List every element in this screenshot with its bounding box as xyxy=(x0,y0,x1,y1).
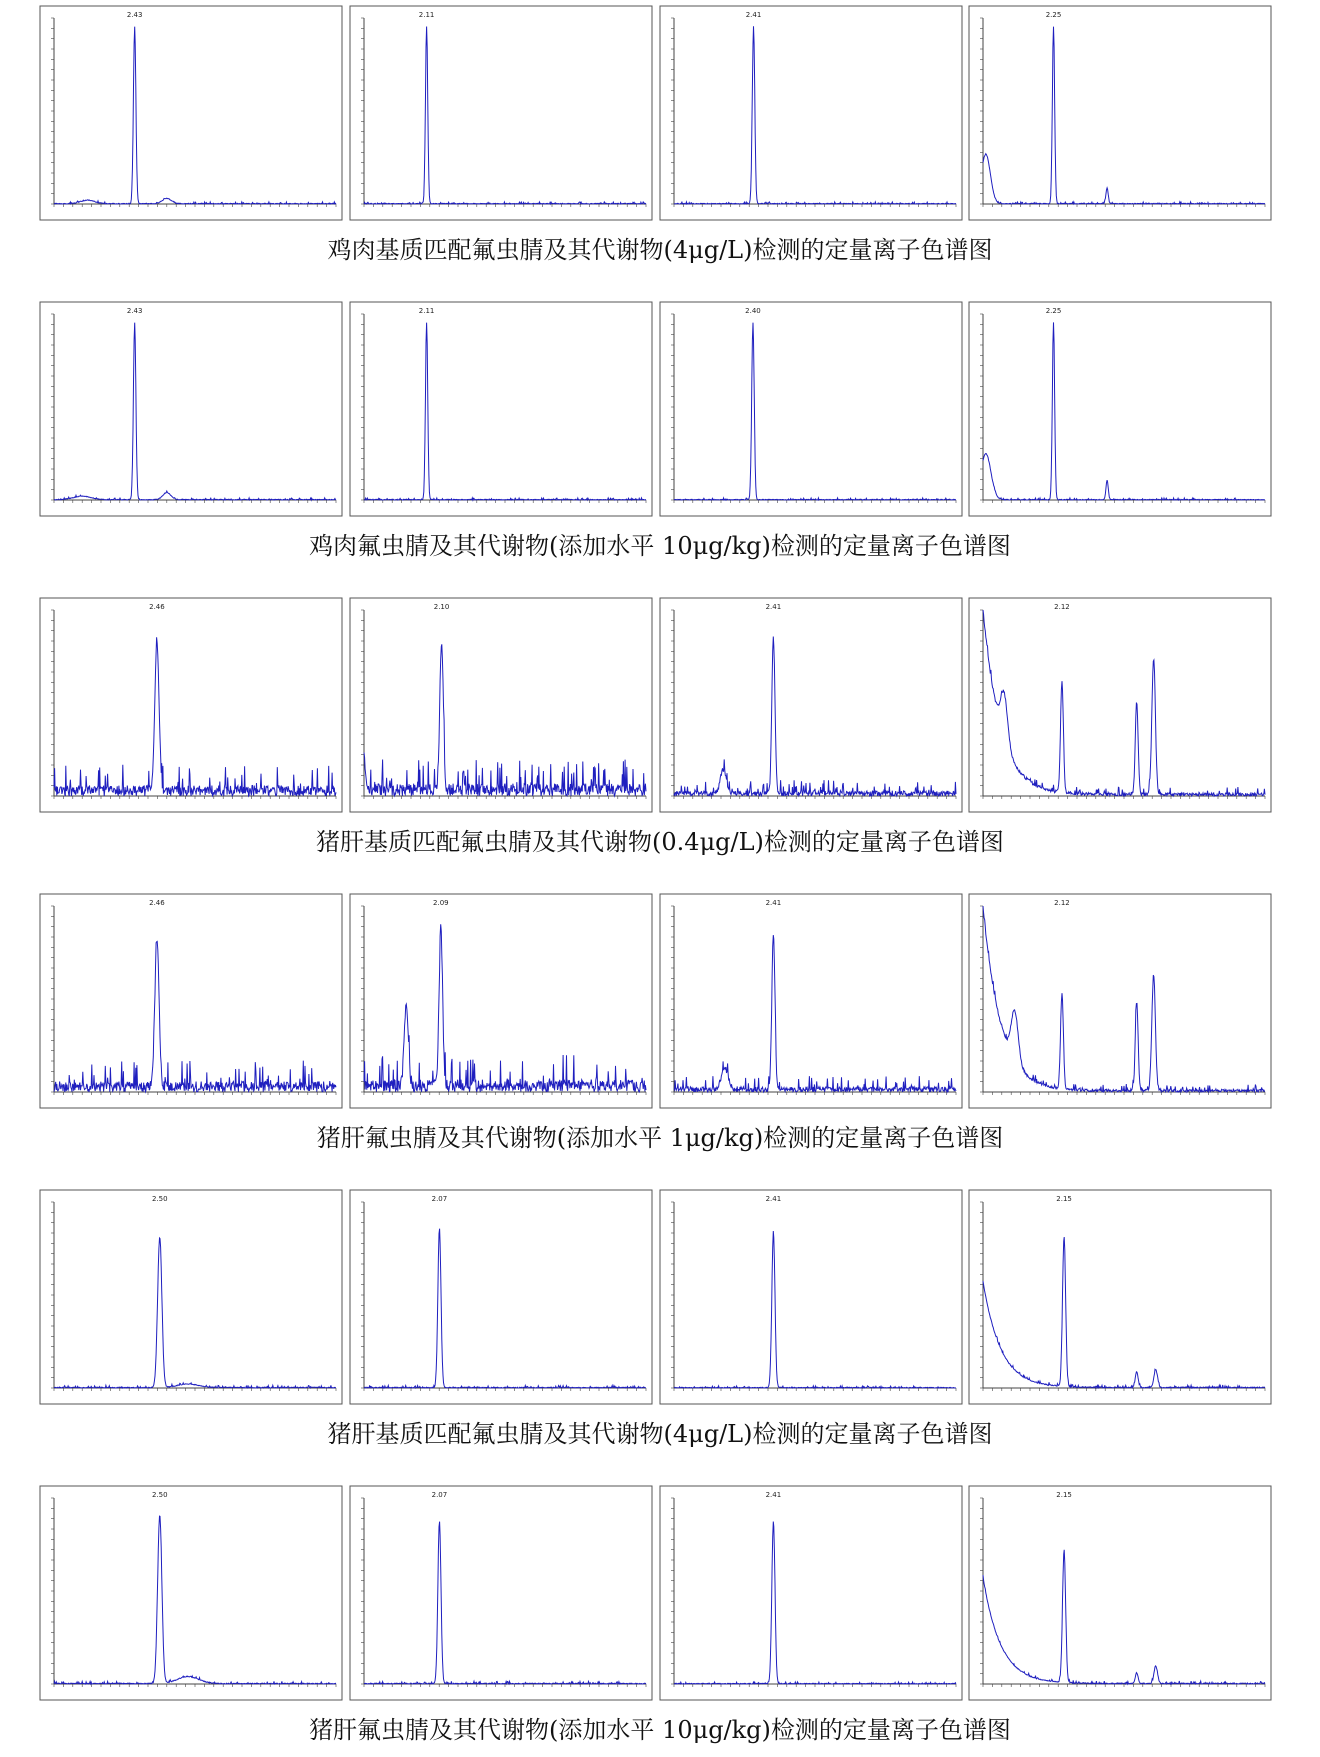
panel-frame xyxy=(350,6,652,220)
chromatogram-panel xyxy=(969,1486,1271,1700)
peak-retention-label: 2.41 xyxy=(765,1491,782,1499)
panel-frame xyxy=(40,1190,342,1404)
panel-frame xyxy=(660,1486,962,1700)
chromatogram-panel xyxy=(969,6,1271,220)
peak-retention-label: 2.41 xyxy=(765,899,782,907)
peak-retention-label: 2.50 xyxy=(151,1491,168,1499)
chromatogram-panel xyxy=(660,302,962,516)
panel-frame xyxy=(969,6,1271,220)
peak-retention-label: 2.15 xyxy=(1056,1491,1072,1499)
panel-frame xyxy=(40,6,342,220)
caption-6: 猪肝氟虫腈及其代谢物(添加水平 10μg/kg)检测的定量离子色谱图 xyxy=(309,1716,1011,1744)
peak-retention-label: 2.11 xyxy=(418,307,435,315)
caption-3: 猪肝基质匹配氟虫腈及其代谢物(0.4μg/L)检测的定量离子色谱图 xyxy=(316,828,1004,856)
panel-frame xyxy=(350,1190,652,1404)
panel-frame xyxy=(40,598,342,812)
caption-5: 猪肝基质匹配氟虫腈及其代谢物(4μg/L)检测的定量离子色谱图 xyxy=(327,1420,993,1448)
peak-retention-label: 2.46 xyxy=(149,603,165,611)
panel-frame xyxy=(969,1486,1271,1700)
chromatogram-panel xyxy=(350,598,652,812)
panel-frame xyxy=(969,894,1271,1108)
chromatogram-panel xyxy=(969,302,1271,516)
chromatogram-panel xyxy=(40,1486,342,1700)
chromatogram-panel xyxy=(350,6,652,220)
panel-frame xyxy=(969,1190,1271,1404)
peak-retention-label: 2.25 xyxy=(1045,307,1062,315)
peak-retention-label: 2.12 xyxy=(1054,603,1070,611)
peak-retention-label: 2.43 xyxy=(126,11,143,19)
peak-retention-label: 2.11 xyxy=(418,11,435,19)
peak-retention-label: 2.10 xyxy=(433,603,450,611)
panel-frame xyxy=(350,1486,652,1700)
caption-1: 鸡肉基质匹配氟虫腈及其代谢物(4μg/L)检测的定量离子色谱图 xyxy=(327,236,993,264)
peak-retention-label: 2.50 xyxy=(151,1195,168,1203)
panel-frame xyxy=(40,1486,342,1700)
chromatogram-panel xyxy=(660,1190,962,1404)
peak-retention-label: 2.12 xyxy=(1054,899,1070,907)
panel-frame xyxy=(660,1190,962,1404)
chromatogram-panel xyxy=(969,1190,1271,1404)
chromatogram-panel xyxy=(40,6,342,220)
panel-frame xyxy=(969,598,1271,812)
panel-frame xyxy=(969,302,1271,516)
peak-retention-label: 2.43 xyxy=(126,307,143,315)
peak-retention-label: 2.46 xyxy=(149,899,165,907)
panel-frame xyxy=(660,6,962,220)
chromatogram-panel xyxy=(660,1486,962,1700)
panel-frame xyxy=(350,302,652,516)
peak-retention-label: 2.07 xyxy=(431,1195,448,1203)
peak-retention-label: 2.09 xyxy=(433,899,449,907)
panel-frame xyxy=(40,302,342,516)
chromatogram-panel xyxy=(969,598,1271,812)
caption-4: 猪肝氟虫腈及其代谢物(添加水平 1μg/kg)检测的定量离子色谱图 xyxy=(316,1124,1004,1152)
chromatogram-panel xyxy=(350,894,652,1108)
peak-retention-label: 2.25 xyxy=(1045,11,1062,19)
chromatogram-panel xyxy=(40,894,342,1108)
chromatogram-panel xyxy=(660,598,962,812)
chromatogram-panel xyxy=(660,6,962,220)
panel-frame xyxy=(660,598,962,812)
peak-retention-label: 2.07 xyxy=(431,1491,448,1499)
peak-retention-label: 2.41 xyxy=(765,603,782,611)
chromatogram-panel xyxy=(40,1190,342,1404)
chromatogram-panel xyxy=(350,1486,652,1700)
chromatogram-panel xyxy=(40,598,342,812)
peak-retention-label: 2.41 xyxy=(745,11,762,19)
chromatogram-panel xyxy=(350,1190,652,1404)
chromatogram-panel xyxy=(40,302,342,516)
peak-retention-label: 2.15 xyxy=(1056,1195,1072,1203)
peak-retention-label: 2.41 xyxy=(765,1195,782,1203)
chromatogram-panel xyxy=(969,894,1271,1108)
caption-2: 鸡肉氟虫腈及其代谢物(添加水平 10μg/kg)检测的定量离子色谱图 xyxy=(309,532,1011,560)
peak-retention-label: 2.40 xyxy=(745,307,761,315)
panel-frame xyxy=(660,302,962,516)
chromatogram-panel xyxy=(660,894,962,1108)
chromatogram-panel xyxy=(350,302,652,516)
panel-frame xyxy=(660,894,962,1108)
